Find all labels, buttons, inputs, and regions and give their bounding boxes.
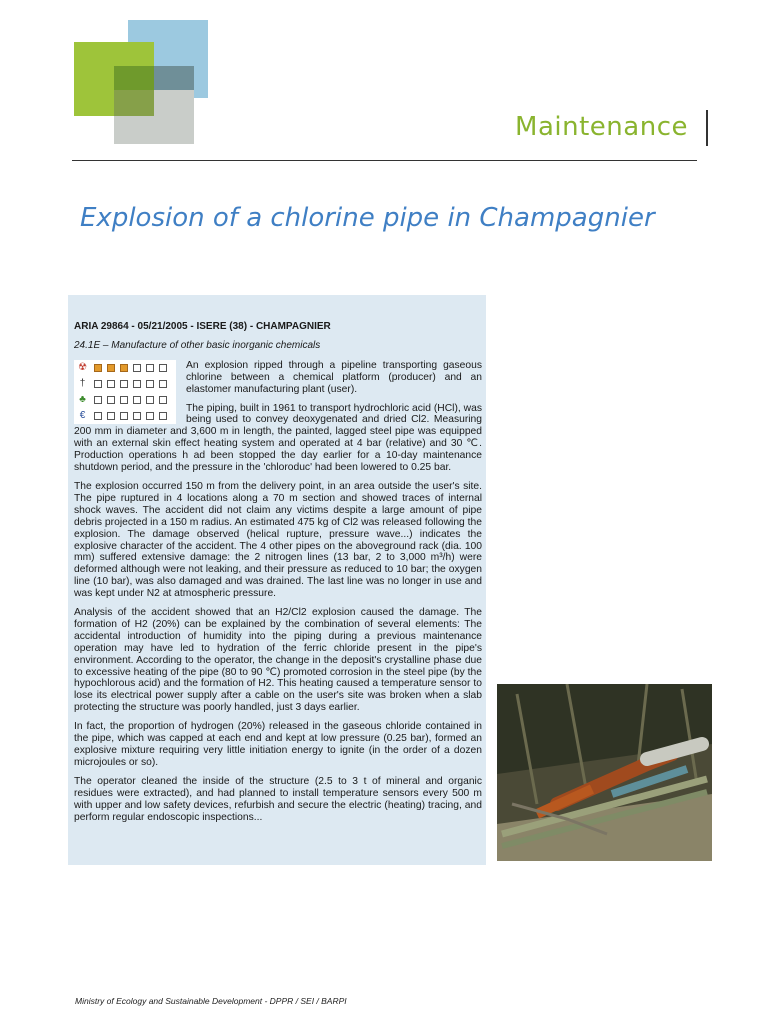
scale-box [107,396,115,404]
paragraph: In fact, the proportion of hydrogen (20%) released in the gaseous chloride contained in the pipe, which was capped at each end and kept at low pressure (0.25 bar), formed an explosive mixture requiring very little initiation energy to ignite (in the order of a dozen microjoules or so). [74,721,482,768]
scale-row [74,408,176,424]
title-divider [706,110,708,146]
section-title: Maintenance [515,112,688,142]
accident-photo-drawing [497,684,712,861]
aria-reference: ARIA 29864 - 05/21/2005 - ISERE (38) - CHAMPAGNIER [74,321,331,332]
economic-icon: € [79,409,86,421]
scale-box [94,364,102,372]
scale-box [159,364,167,372]
scale-box [94,412,102,420]
scale-box [107,412,115,420]
footer-credit: Ministry of Ecology and Sustainable Development - DPPR / SEI / BARPI [75,996,347,1006]
paragraph: An explosion ripped through a pipeline transporting gaseous chlorine between a chemical platform (producer) and an elastomer manufacturing plant (user). [186,359,482,395]
scale-box [94,380,102,388]
scale-row [74,392,176,408]
document-title: Explosion of a chlorine pipe in Champagnier [80,203,655,233]
paragraph: Analysis of the accident showed that an H2/Cl2 explosion caused the damage. The formation of H2 (20%) can be explained by the combination of several elements: The accidental introduction of humidity into the piping during a previous maintenance operation may have led to hydration of the ferric chloride present in the pipe's environment. According to the operator, the change in the deposit's crystalline phase due to excessive heating of the pipe (80 to 90 ℃) promoted corrosion in the steel pipe (by the hypochlorous acid) and the formation of H2. This heating caused a temperature sensor to lose its electrical power supply after a cable on the user's site was broken when a slab protecting the structure was poorly handled, just 3 days earlier. [74,607,482,714]
scale-box [120,380,128,388]
scale-box [159,380,167,388]
scale-box [146,364,154,372]
scale-box [120,364,128,372]
activity-code: 24.1E – Manufacture of other basic inorganic chemicals [74,339,321,351]
human-icon: † [79,377,86,389]
scale-box [94,396,102,404]
panel-content [74,321,482,830]
scale-box [146,412,154,420]
paragraph: The operator cleaned the inside of the structure (2.5 to 3 t of mineral and organic residues were extracted), and had planned to install temperature sensors every 500 m with upper and low safety devices, refurbish and secure the electric (heating) tracing, and perform regular endoscopic inspections... [74,775,482,823]
environment-icon: ♣ [79,393,86,405]
scale-box [133,380,141,388]
scale-box [133,364,141,372]
accident-panel [68,295,486,865]
scale-box [133,396,141,404]
scale-row [74,360,176,376]
scale-box [120,412,128,420]
logo-overlap-olive-lower [114,90,154,116]
severity-scale [74,360,176,424]
scale-box [133,412,141,420]
scale-box [159,396,167,404]
scale-box [107,380,115,388]
scale-box [146,380,154,388]
scale-box [146,396,154,404]
logo-overlap-teal [154,66,194,90]
scale-row [74,376,176,392]
scale-box [120,396,128,404]
paragraph: The explosion occurred 150 m from the delivery point, in an area outside the user's site. The pipe ruptured in 4 locations along a 70 m section and showed traces of internal shock waves. The accident did not claim any victims despite a large amount of pipe debris projected in a 150 m radius. An estimated 475 kg of Cl2 was released following the explosion. The damage observed (helical rupture, pressure wave...) indicates the explosive character of the accident. The 4 other pipes on the aboveground rack (dia. 100 mm) suffered extensive damage: the 2 nitrogen lines (13 bar, 2 to 3,000 m³/h) were deformed although were not leaking, and their pressure as reduced to 10 bar; the oxygen line (10 bar), was also damaged and was drained. The last line was no longer in use and was kept under N2 at atmospheric pressure. [74,480,482,600]
dangerous-materials-icon: ☢ [78,361,87,373]
paragraph: The piping, built in 1961 to transport hydrochloric acid (HCl), was being used to convey deoxygenated and dried Cl2. Measuring 200 mm in diameter and 3,600 m in length, the painted, lagged steel pipe was equipped with an external skin effect heating system and operated at 4 bar (relative) and 30 ℃. Production operations h ad been stopped the day earlier for a 10-day maintenance shutdown period, and the pressure in the 'chloroduc' had been lowered to 0.25 bar. [74,402,482,474]
accident-photo [497,684,712,861]
header-rule [72,160,697,161]
scale-box [159,412,167,420]
scale-box [107,364,115,372]
logo [74,20,210,144]
